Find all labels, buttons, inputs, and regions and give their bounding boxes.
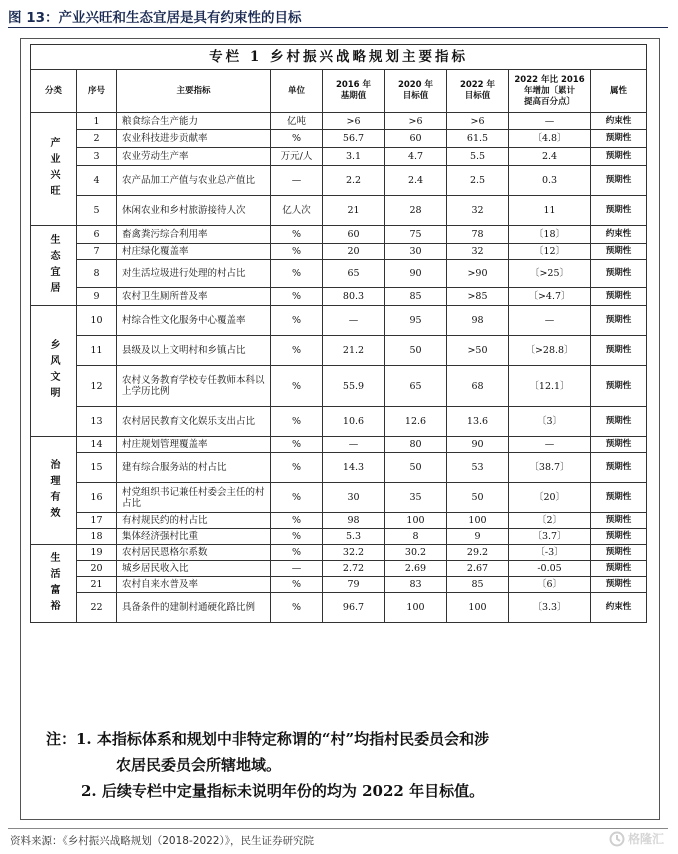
value-2016: 10.6 [323,407,385,437]
unit: % [271,336,323,366]
row-number: 7 [77,244,117,260]
row-number: 2 [77,130,117,148]
value-2022: 78 [447,226,509,244]
unit: % [271,306,323,336]
value-2020: 12.6 [385,407,447,437]
value-2022: 68 [447,366,509,407]
attribute: 预期性 [591,148,647,166]
notes [46,726,489,804]
increase: 〔18〕 [509,226,591,244]
header-indicator: 主要指标 [117,70,271,113]
increase: 〔6〕 [509,577,591,593]
table-row [31,166,647,196]
header-2016-base: 2016 年 基期值 [323,70,385,113]
table-row [31,437,647,453]
unit: % [271,130,323,148]
table-row [31,306,647,336]
indicator-name: 农村卫生厕所普及率 [117,288,271,306]
header-number: 序号 [77,70,117,113]
value-2016: 56.7 [323,130,385,148]
indicator-name: 农产品加工产值与农业总产值比 [117,166,271,196]
attribute: 预期性 [591,244,647,260]
increase: 0.3 [509,166,591,196]
indicator-name: 有村规民约的村占比 [117,513,271,529]
indicator-name: 集体经济强村比重 [117,529,271,545]
table-row [31,260,647,288]
increase: 〔>28.8〕 [509,336,591,366]
indicator-name: 休闲农业和乡村旅游接待人次 [117,196,271,226]
increase: 〔38.7〕 [509,453,591,483]
attribute: 预期性 [591,366,647,407]
table-row [31,226,647,244]
row-number: 12 [77,366,117,407]
attribute: 预期性 [591,407,647,437]
indicator-name: 村庄绿化覆盖率 [117,244,271,260]
row-number: 20 [77,561,117,577]
indicator-name: 农村义务教育学校专任教师本科以上学历比例 [117,366,271,407]
value-2016: 98 [323,513,385,529]
row-number: 5 [77,196,117,226]
value-2016: 14.3 [323,453,385,483]
value-2022: 90 [447,437,509,453]
increase: 〔12〕 [509,244,591,260]
value-2016: >6 [323,113,385,130]
value-2020: 100 [385,513,447,529]
value-2022: 13.6 [447,407,509,437]
value-2020: 83 [385,577,447,593]
increase: 〔12.1〕 [509,366,591,407]
value-2020: 100 [385,593,447,623]
table-row [31,483,647,513]
table-row [31,130,647,148]
increase: 〔2〕 [509,513,591,529]
value-2022: >85 [447,288,509,306]
attribute: 预期性 [591,577,647,593]
value-2020: 28 [385,196,447,226]
value-2016: 20 [323,244,385,260]
unit: % [271,437,323,453]
table-row [31,513,647,529]
increase: 〔>25〕 [509,260,591,288]
table-row [31,244,647,260]
attribute: 预期性 [591,545,647,561]
value-2022: >50 [447,336,509,366]
value-2020: 50 [385,336,447,366]
value-2020: 60 [385,130,447,148]
table-row [31,366,647,407]
row-number: 15 [77,453,117,483]
unit: % [271,407,323,437]
indicator-name: 农业劳动生产率 [117,148,271,166]
indicators-table [30,44,647,623]
table-row [31,545,647,561]
unit: % [271,244,323,260]
value-2022: 2.67 [447,561,509,577]
row-number: 16 [77,483,117,513]
unit: — [271,561,323,577]
indicator-name: 农村居民恩格尔系数 [117,545,271,561]
unit: % [271,513,323,529]
indicator-name: 建有综合服务站的村占比 [117,453,271,483]
unit: 亿吨 [271,113,323,130]
value-2020: 2.69 [385,561,447,577]
value-2022: 9 [447,529,509,545]
value-2022: 53 [447,453,509,483]
value-2020: 4.7 [385,148,447,166]
row-number: 11 [77,336,117,366]
watermark-logo-icon [609,831,625,847]
unit: % [271,453,323,483]
attribute: 约束性 [591,113,647,130]
watermark-text: 格隆汇 [627,832,664,846]
row-number: 18 [77,529,117,545]
table-row [31,148,647,166]
category-cell: 产业兴旺 [31,113,77,226]
unit: % [271,288,323,306]
indicator-name: 县级及以上文明村和乡镇占比 [117,336,271,366]
value-2022: 29.2 [447,545,509,561]
unit: % [271,366,323,407]
category-cell: 生活富裕 [31,545,77,623]
header-2022-target: 2022 年 目标值 [447,70,509,113]
value-2022: >6 [447,113,509,130]
row-number: 13 [77,407,117,437]
value-2020: 50 [385,453,447,483]
indicator-name: 村综合性文化服务中心覆盖率 [117,306,271,336]
bottom-rule [8,828,668,829]
value-2016: — [323,437,385,453]
increase: 〔20〕 [509,483,591,513]
note-line-3: 2. 后续专栏中定量指标未说明年份的均为 2022 年目标值。 [81,782,485,800]
increase: 〔3.7〕 [509,529,591,545]
row-number: 4 [77,166,117,196]
attribute: 预期性 [591,336,647,366]
row-number: 9 [77,288,117,306]
row-number: 21 [77,577,117,593]
increase: 〔3〕 [509,407,591,437]
table-row [31,577,647,593]
value-2020: 8 [385,529,447,545]
increase: 〔3.3〕 [509,593,591,623]
row-number: 8 [77,260,117,288]
table-row [31,288,647,306]
attribute: 预期性 [591,306,647,336]
value-2016: 65 [323,260,385,288]
table-caption: 专栏 1 乡村振兴战略规划主要指标 [31,45,647,70]
value-2020: 2.4 [385,166,447,196]
watermark [609,830,664,847]
attribute: 预期性 [591,513,647,529]
attribute: 预期性 [591,288,647,306]
increase: 〔-3〕 [509,545,591,561]
table-row [31,453,647,483]
unit: % [271,577,323,593]
value-2020: 30 [385,244,447,260]
increase: 〔4.8〕 [509,130,591,148]
indicator-name: 农村自来水普及率 [117,577,271,593]
row-number: 14 [77,437,117,453]
value-2016: 2.72 [323,561,385,577]
indicator-name: 畜禽粪污综合利用率 [117,226,271,244]
indicator-name: 农业科技进步贡献率 [117,130,271,148]
category-cell: 生态宜居 [31,226,77,306]
increase: 11 [509,196,591,226]
table-row [31,336,647,366]
indicator-name: 村庄规划管理覆盖率 [117,437,271,453]
figure-title: 图 13：产业兴旺和生态宜居是具有约束性的目标 [8,10,302,26]
value-2020: 90 [385,260,447,288]
attribute: 预期性 [591,483,647,513]
value-2016: 3.1 [323,148,385,166]
increase: — [509,113,591,130]
row-number: 10 [77,306,117,336]
value-2016: 21.2 [323,336,385,366]
row-number: 6 [77,226,117,244]
indicator-name: 对生活垃圾进行处理的村占比 [117,260,271,288]
unit: % [271,483,323,513]
attribute: 预期性 [591,130,647,148]
value-2022: >90 [447,260,509,288]
value-2022: 5.5 [447,148,509,166]
row-number: 1 [77,113,117,130]
unit: % [271,545,323,561]
value-2020: 30.2 [385,545,447,561]
unit: 万元/人 [271,148,323,166]
value-2016: — [323,306,385,336]
indicator-name: 具备条件的建制村通硬化路比例 [117,593,271,623]
indicator-name: 村党组织书记兼任村委会主任的村占比 [117,483,271,513]
value-2022: 100 [447,593,509,623]
value-2022: 32 [447,244,509,260]
attribute: 预期性 [591,561,647,577]
value-2020: 65 [385,366,447,407]
attribute: 约束性 [591,226,647,244]
value-2016: 32.2 [323,545,385,561]
value-2016: 2.2 [323,166,385,196]
value-2016: 21 [323,196,385,226]
value-2016: 55.9 [323,366,385,407]
value-2022: 50 [447,483,509,513]
unit: % [271,593,323,623]
source-text: 资料来源：《乡村振兴战略规划（2018-2022）》，民生证券研究院 [10,835,314,847]
header-category: 分类 [31,70,77,113]
value-2016: 79 [323,577,385,593]
value-2016: 30 [323,483,385,513]
indicator-name: 粮食综合生产能力 [117,113,271,130]
attribute: 预期性 [591,196,647,226]
unit: — [271,166,323,196]
value-2020: 95 [385,306,447,336]
table-row [31,196,647,226]
header-2020-target: 2020 年 目标值 [385,70,447,113]
note-line-1: 注：1. 本指标体系和规划中非特定称谓的“村”均指村民委员会和涉 [46,730,490,748]
header-attribute: 属性 [591,70,647,113]
attribute: 约束性 [591,593,647,623]
row-number: 17 [77,513,117,529]
row-number: 22 [77,593,117,623]
unit: % [271,529,323,545]
value-2022: 2.5 [447,166,509,196]
attribute: 预期性 [591,260,647,288]
value-2022: 85 [447,577,509,593]
value-2020: 35 [385,483,447,513]
value-2016: 96.7 [323,593,385,623]
attribute: 预期性 [591,437,647,453]
indicator-name: 农村居民教育文化娱乐支出占比 [117,407,271,437]
header-unit: 单位 [271,70,323,113]
table-row [31,407,647,437]
title-rule [8,27,668,28]
row-number: 3 [77,148,117,166]
value-2016: 60 [323,226,385,244]
value-2016: 80.3 [323,288,385,306]
value-2016: 5.3 [323,529,385,545]
value-2020: >6 [385,113,447,130]
category-cell: 乡风文明 [31,306,77,437]
value-2022: 98 [447,306,509,336]
increase: — [509,437,591,453]
value-2020: 80 [385,437,447,453]
increase: 2.4 [509,148,591,166]
table-row [31,593,647,623]
unit: % [271,260,323,288]
table-row [31,529,647,545]
value-2020: 85 [385,288,447,306]
category-cell: 治理有效 [31,437,77,545]
value-2022: 100 [447,513,509,529]
attribute: 预期性 [591,529,647,545]
table-row [31,113,647,130]
attribute: 预期性 [591,453,647,483]
increase: — [509,306,591,336]
attribute: 预期性 [591,166,647,196]
row-number: 19 [77,545,117,561]
note-line-2: 农居民委员会所辖地域。 [116,756,282,774]
indicator-name: 城乡居民收入比 [117,561,271,577]
unit: % [271,226,323,244]
unit: 亿人次 [271,196,323,226]
header-increase: 2022 年比 2016 年增加〔累计 提高百分点〕 [509,70,591,113]
increase: -0.05 [509,561,591,577]
value-2020: 75 [385,226,447,244]
value-2022: 32 [447,196,509,226]
increase: 〔>4.7〕 [509,288,591,306]
value-2022: 61.5 [447,130,509,148]
table-row [31,561,647,577]
